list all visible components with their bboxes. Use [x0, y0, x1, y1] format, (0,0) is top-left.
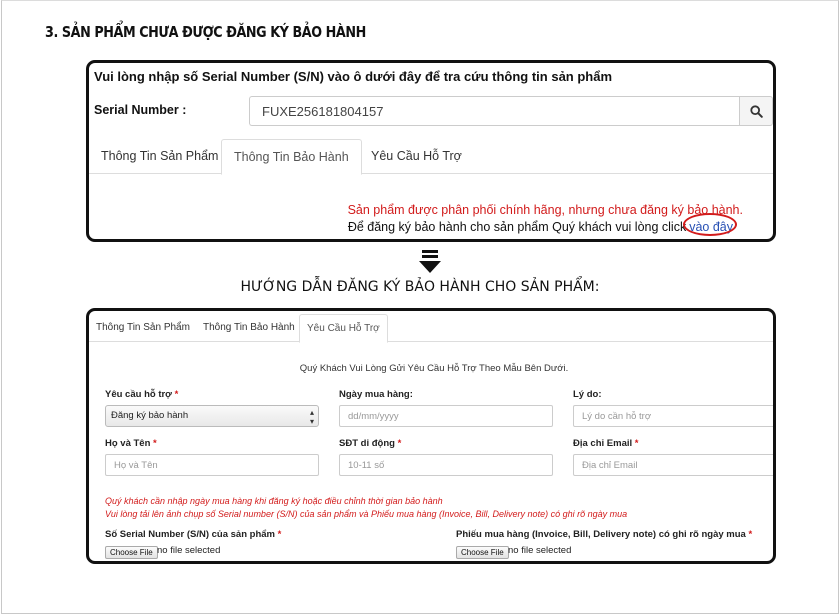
tab-warranty-info[interactable]: Thông Tin Bảo Hành	[221, 139, 362, 175]
guide-heading: HƯỚNG DẪN ĐĂNG KÝ BẢO HÀNH CHO SẢN PHẨM:	[240, 279, 600, 295]
highlight-ellipse	[683, 213, 737, 236]
email-input[interactable]	[573, 454, 776, 476]
purchase-date-label: Ngày mua hàng:	[339, 389, 413, 400]
serial-file-status: no file selected	[157, 545, 221, 556]
email-label: Địa chỉ Email *	[573, 438, 639, 449]
search-icon	[750, 105, 763, 118]
phone-input[interactable]	[339, 454, 553, 476]
not-registered-notice: Sản phẩm được phân phối chính hãng, nhưng chưa đăng ký bảo hành.	[347, 203, 743, 217]
fullname-input[interactable]	[105, 454, 319, 476]
info-tabs	[89, 139, 776, 174]
register-instruction-text: Để đăng ký bảo hành cho sản phẩm Quý khách vui lòng click	[347, 220, 687, 234]
tab-support-request[interactable]: Yêu Cầu Hỗ Trợ	[299, 314, 388, 343]
tab-warranty-info[interactable]: Thông Tin Bảo Hành	[203, 322, 295, 333]
serial-number-label: Serial Number :	[94, 103, 187, 117]
purchase-date-hint: Quý khách cần nhập ngày mua hàng khi đăng ký hoặc điều chỉnh thời gian bảo hành	[105, 496, 443, 506]
upload-hint: Vui lòng tải lên ảnh chụp số Serial number (S/N) của sản phẩm và Phiếu mua hàng (Invoice, Bill, Delivery note) có ghi rõ ngày mua	[105, 509, 628, 519]
receipt-choose-file-button[interactable]: Choose File	[456, 546, 509, 559]
serial-number-input[interactable]	[249, 96, 739, 126]
form-tabs	[89, 314, 776, 342]
section-heading: 3. SẢN PHẨM CHƯA ĐƯỢC ĐĂNG KÝ BẢO HÀNH	[45, 23, 366, 41]
serial-lookup-panel	[86, 60, 776, 242]
double-down-arrow-icon	[419, 250, 441, 274]
receipt-upload-label: Phiếu mua hàng (Invoice, Bill, Delivery note) có ghi rõ ngày mua *	[456, 529, 753, 540]
reason-label: Lý do:	[573, 389, 602, 400]
request-type-value: Đăng ký bảo hành	[111, 410, 189, 421]
search-button[interactable]	[739, 96, 773, 126]
tab-product-info[interactable]: Thông Tin Sản Phẩm	[96, 322, 190, 333]
serial-upload-label: Số Serial Number (S/N) của sản phẩm *	[105, 529, 282, 540]
lookup-title: Vui lòng nhập số Serial Number (S/N) vào ô dưới đây để tra cứu thông tin sản phẩm	[94, 69, 613, 84]
purchase-date-input[interactable]	[339, 405, 553, 427]
phone-label: SĐT di động *	[339, 438, 402, 449]
request-type-label: Yêu cầu hỗ trợ *	[105, 389, 179, 400]
serial-choose-file-button[interactable]: Choose File	[105, 546, 158, 559]
form-intro: Quý Khách Vui Lòng Gửi Yêu Cầu Hỗ Trợ Theo Mẫu Bên Dưới.	[299, 363, 569, 374]
register-here-link[interactable]: vào đây	[689, 220, 733, 234]
support-request-form	[86, 308, 776, 564]
select-updown-icon: ▴ ▾	[309, 408, 314, 426]
request-type-select[interactable]	[105, 405, 319, 427]
tab-support-request[interactable]: Yêu Cầu Hỗ Trợ	[371, 149, 462, 163]
tab-product-info[interactable]: Thông Tin Sản Phẩm	[101, 149, 219, 163]
fullname-label: Họ và Tên *	[105, 438, 157, 449]
receipt-file-status: no file selected	[508, 545, 572, 556]
register-instruction	[348, 220, 733, 234]
reason-input[interactable]	[573, 405, 776, 427]
